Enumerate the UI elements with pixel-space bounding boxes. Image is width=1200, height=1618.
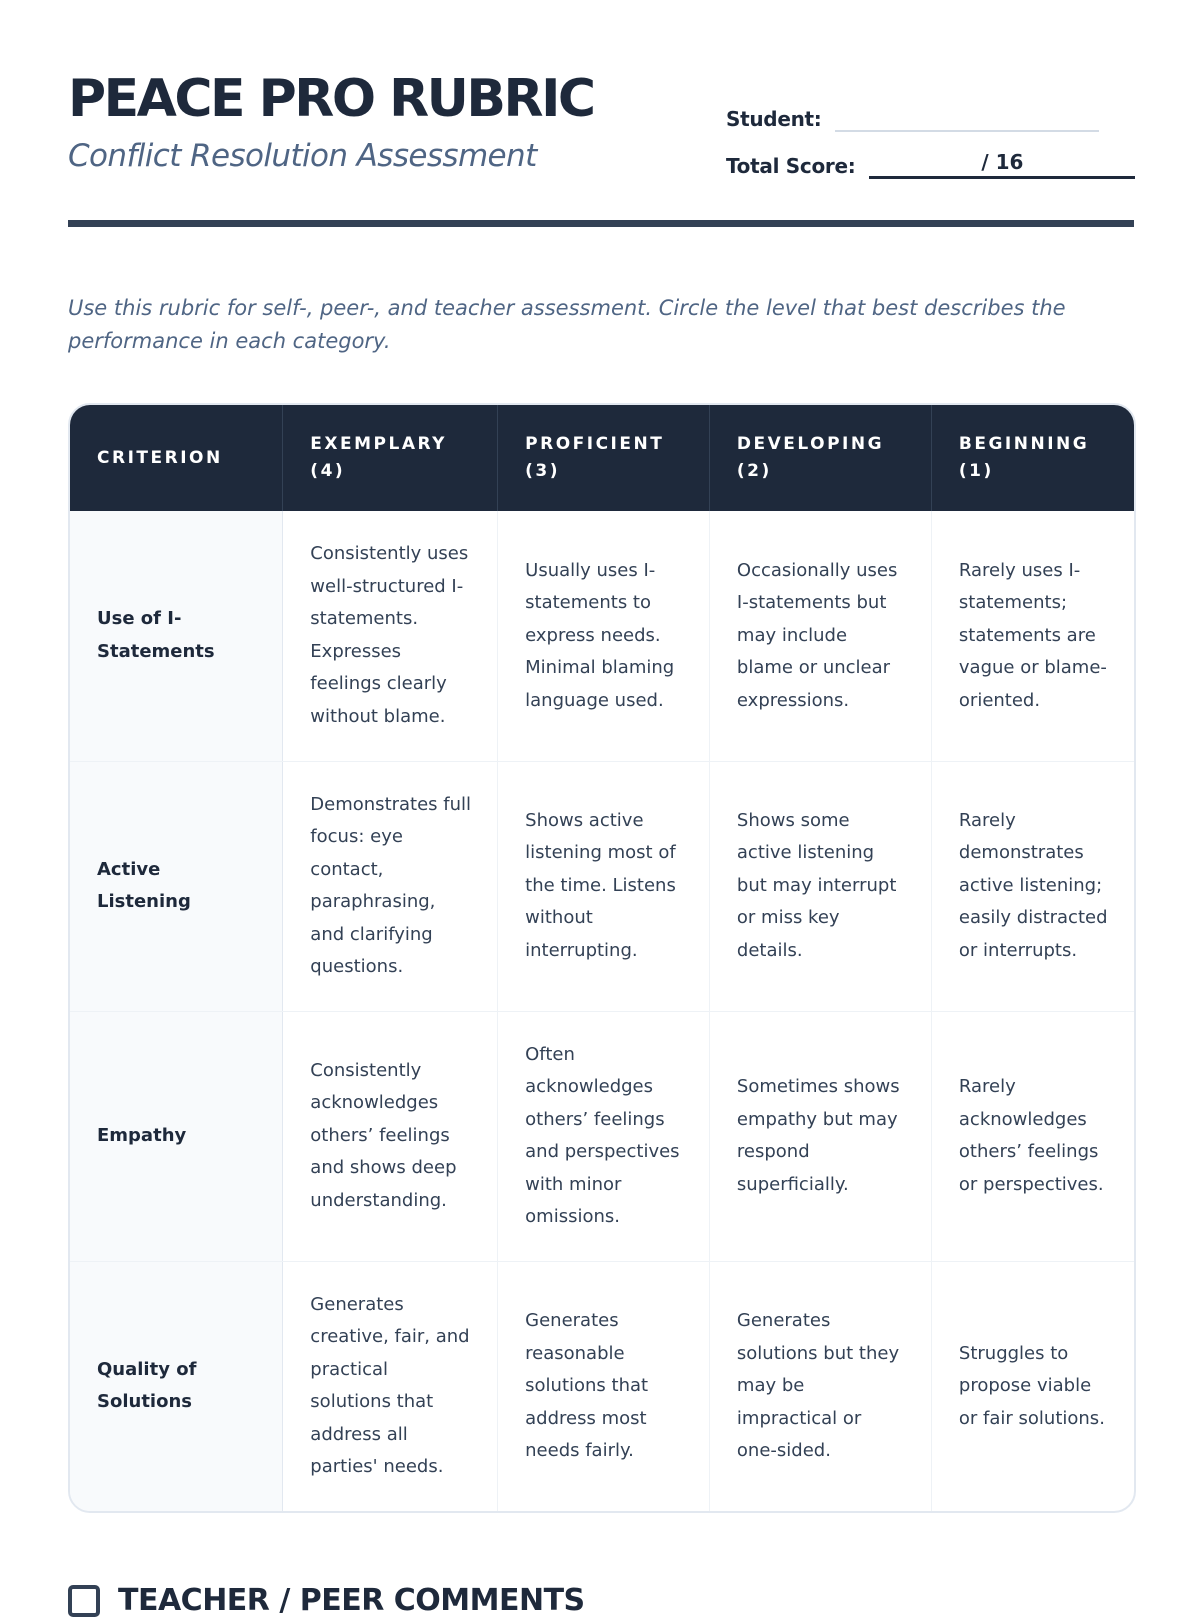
level-cell-proficient[interactable]: Shows active listening most of the time. Listens without interrupting.	[498, 761, 710, 1011]
criterion-cell: Use of I-Statements	[70, 511, 283, 761]
criterion-cell: Empathy	[70, 1011, 283, 1261]
criterion-cell: Quality of Solutions	[70, 1261, 283, 1511]
level-cell-beginning[interactable]: Rarely demonstrates active listening; easily distracted or interrupts.	[931, 761, 1134, 1011]
level-cell-exemplary[interactable]: Consistently acknowledges others’ feelings and shows deep understanding.	[283, 1011, 498, 1261]
page-title: PEACE PRO RUBRIC	[68, 69, 594, 129]
column-header-label: PROFICIENT	[525, 434, 665, 454]
level-cell-beginning[interactable]: Rarely acknowledges others’ feelings or perspectives.	[931, 1011, 1134, 1261]
column-header-label: CRITERION	[97, 447, 223, 468]
header-divider	[68, 220, 1134, 227]
level-cell-developing[interactable]: Generates solutions but they may be impractical or one-sided.	[709, 1261, 931, 1511]
rubric-header-row	[70, 405, 1134, 511]
page-header	[68, 0, 1134, 230]
column-header-label: EXEMPLARY	[310, 434, 447, 454]
total-score-out-of: / 16	[981, 150, 1024, 174]
column-header-proficient	[498, 405, 710, 511]
column-header-level: (3)	[525, 461, 561, 481]
student-field-row	[726, 102, 1099, 132]
comments-heading: TEACHER / PEER COMMENTS	[118, 1583, 585, 1618]
level-cell-developing[interactable]: Occasionally uses I-statements but may include blame or unclear expressions.	[709, 511, 931, 761]
level-cell-beginning[interactable]: Struggles to propose viable or fair solutions.	[958, 1342, 1105, 1429]
student-name-field[interactable]	[835, 102, 1099, 132]
instructions-text: Use this rubric for self-, peer-, and teacher assessment. Circle the level that best describes the performance in each category.	[68, 296, 1066, 353]
column-header-criterion	[70, 405, 283, 511]
rubric-page	[68, 0, 1134, 1618]
student-label: Student:	[726, 107, 822, 131]
level-cell-proficient[interactable]: Generates reasonable solutions that address most needs fairly.	[498, 1261, 710, 1511]
column-header-label: DEVELOPING	[736, 434, 885, 454]
column-header-label: BEGINNING	[958, 434, 1090, 454]
level-cell-developing[interactable]: Sometimes shows empathy but may respond superficially.	[709, 1011, 931, 1261]
level-cell-exemplary[interactable]: Consistently uses well-structured I-statements. Expresses feelings clearly without blame.	[283, 511, 498, 761]
column-header-level: (1)	[958, 461, 994, 481]
level-cell-exemplary[interactable]: Demonstrates full focus: eye contact, paraphrasing, and clarifying questions.	[283, 761, 498, 1011]
level-cell-proficient[interactable]: Usually uses I-statements to express needs. Minimal blaming language used.	[498, 511, 710, 761]
rubric-row-quality-of-solutions	[70, 1261, 1134, 1511]
column-header-level: (4)	[310, 461, 346, 481]
page-subtitle: Conflict Resolution Assessment	[68, 138, 537, 174]
level-cell-exemplary[interactable]: Generates creative, fair, and practical solutions that address all parties' needs.	[283, 1261, 498, 1511]
rubric-row-i-statements	[70, 511, 1134, 761]
comments-checkbox-icon[interactable]	[68, 1585, 100, 1617]
rubric-row-empathy	[70, 1011, 1134, 1261]
total-score-label: Total Score:	[726, 154, 856, 178]
level-cell-developing[interactable]: Shows some active listening but may interrupt or miss key details.	[709, 761, 931, 1011]
level-cell-beginning[interactable]: Rarely uses I-statements; statements are vague or blame-oriented.	[931, 511, 1134, 761]
total-score-field[interactable]	[869, 148, 1135, 179]
total-score-row	[726, 148, 1135, 179]
comments-section-header	[68, 1583, 585, 1618]
column-header-beginning	[931, 405, 1134, 511]
level-cell-proficient[interactable]: Often acknowledges others’ feelings and perspectives with minor omissions.	[498, 1011, 710, 1261]
column-header-exemplary	[283, 405, 498, 511]
rubric-table-container	[68, 403, 1136, 1513]
criterion-cell: Active Listening	[70, 761, 283, 1011]
column-header-level: (2)	[736, 461, 772, 481]
column-header-developing	[709, 405, 931, 511]
rubric-row-active-listening	[70, 761, 1134, 1011]
rubric-table	[70, 405, 1134, 1511]
